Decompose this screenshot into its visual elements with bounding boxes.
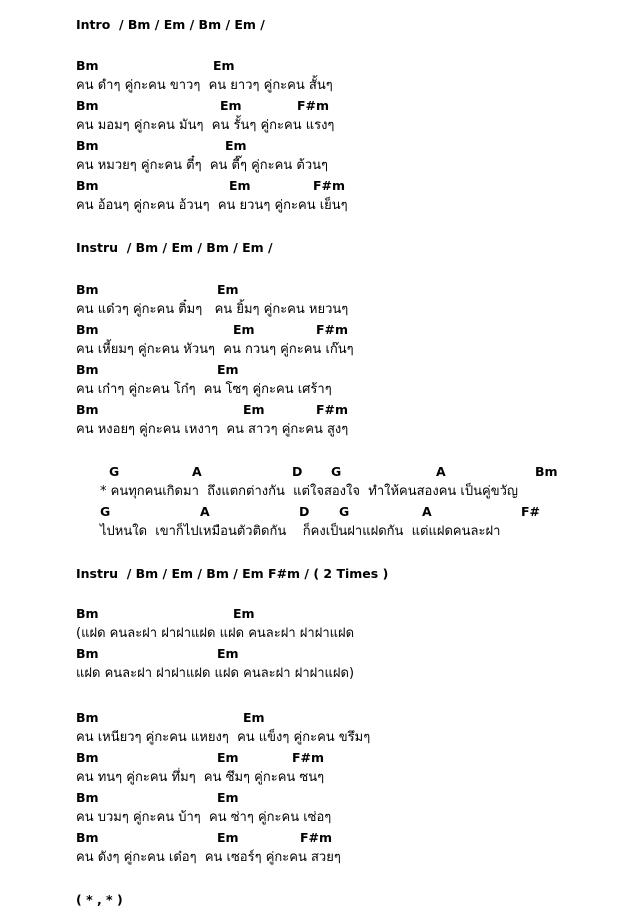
chord-label: F#m xyxy=(297,98,330,113)
lyric-line: แฝด คนละฝา ฝาฝาแฝด แฝด คนละฝา ฝาฝาแฝด) xyxy=(76,666,355,681)
chord-label: A xyxy=(436,464,446,479)
chord-label: Bm xyxy=(76,362,99,377)
chord-label: Bm xyxy=(76,98,99,113)
chord-label: Bm xyxy=(76,790,99,805)
chord-label: G xyxy=(109,464,120,479)
chord-label: F#m xyxy=(316,402,349,417)
chord-label: Bm xyxy=(76,138,99,153)
section-header: Intro / Bm / Em / Bm / Em / xyxy=(76,17,265,32)
chord-label: Em xyxy=(233,322,255,337)
chord-label: Em xyxy=(229,178,251,193)
lyric-line: (แฝด คนละฝา ฝาฝาแฝด แฝด คนละฝา ฝาฝาแฝด xyxy=(76,626,355,641)
lyric-line: คน หงอยๆ คู่กะคน เหงาๆ คน สาวๆ คู่กะคน สูงๆ xyxy=(76,422,349,437)
lyric-line: คน บวมๆ คู่กะคน บ้าๆ คน ซ่าๆ คู่กะคน เซ่อๆ xyxy=(76,810,332,825)
chord-label: F#m xyxy=(313,178,346,193)
chord-label: Bm xyxy=(76,322,99,337)
chord-label: Bm xyxy=(76,710,99,725)
lyric-line: คน ดังๆ คู่กะคน เด๋อๆ คน เซอร์ๆ คู่กะคน สวยๆ xyxy=(76,850,341,865)
chord-label: G xyxy=(100,504,111,519)
chord-label: Bm xyxy=(76,750,99,765)
chord-label: Em xyxy=(217,362,239,377)
chord-label: D xyxy=(292,464,303,479)
chord-label: Bm xyxy=(76,402,99,417)
lyric-line: คน เหี้ยมๆ คู่กะคน หัวนๆ คน กวนๆ คู่กะคน เก๊นๆ xyxy=(76,342,354,357)
lyric-line: ไปหนใด เขาก็ไปเหมือนตัวติดกัน ก็คงเป็นฝาแฝดกัน แต่แฝดคนละฝา xyxy=(100,524,501,539)
chord-label: Bm xyxy=(76,58,99,73)
chord-label: A xyxy=(422,504,432,519)
chord-label: Bm xyxy=(76,606,99,621)
chord-label: A xyxy=(192,464,202,479)
chord-label: Em xyxy=(213,58,235,73)
chord-label: A xyxy=(200,504,210,519)
chord-label: Em xyxy=(225,138,247,153)
chord-label: G xyxy=(331,464,342,479)
chord-label: Em xyxy=(233,606,255,621)
lyric-line: คน ดำๆ คู่กะคน ขาวๆ คน ยาวๆ คู่กะคน สั้นๆ xyxy=(76,78,333,93)
lyric-line: คน แด๋วๆ คู่กะคน ติ๋มๆ คน ยิ้มๆ คู่กะคน หยวนๆ xyxy=(76,302,349,317)
chord-label: Em xyxy=(243,710,265,725)
lyric-line: คน เก๋าๆ คู่กะคน โก๋ๆ คน โซๆ คู่กะคน เศร้าๆ xyxy=(76,382,332,397)
chord-label: Em xyxy=(220,98,242,113)
section-header: ( * , * ) xyxy=(76,892,123,907)
chord-label: Bm xyxy=(76,646,99,661)
chord-label: F#m xyxy=(300,830,333,845)
chord-label: D xyxy=(299,504,310,519)
section-header: Instru / Bm / Em / Bm / Em / xyxy=(76,240,273,255)
chord-label: F#m xyxy=(292,750,325,765)
chord-label: G xyxy=(339,504,350,519)
chord-label: Em xyxy=(217,750,239,765)
chord-label: Bm xyxy=(76,282,99,297)
lyric-line: คน เหนียวๆ คู่กะคน แหยงๆ คน แข็งๆ คู่กะคน ขรึมๆ xyxy=(76,730,371,745)
lyric-line: คน มอมๆ คู่กะคน มันๆ คน รั้นๆ คู่กะคน แรงๆ xyxy=(76,118,335,133)
chord-label: Em xyxy=(217,790,239,805)
lyric-line: คน อ้อนๆ คู่กะคน อ้วนๆ คน ยวนๆ คู่กะคน เย็นๆ xyxy=(76,198,348,213)
lyric-line: คน หมวยๆ คู่กะคน ตี๋ๆ คน ตี๊ๆ คู่กะคน ต้วนๆ xyxy=(76,158,328,173)
chord-label: Bm xyxy=(535,464,558,479)
chord-label: F#m xyxy=(316,322,349,337)
lyric-line: * คนทุกคนเกิดมา ถึงแตกต่างกัน แต่ใจสองใจ ทำให้คนสองคน เป็นคู่ขวัญ xyxy=(100,484,518,499)
chord-label: Em xyxy=(243,402,265,417)
section-header: Instru / Bm / Em / Bm / Em F#m / ( 2 Times ) xyxy=(76,566,389,581)
chord-label: Em xyxy=(217,830,239,845)
chord-label: Em xyxy=(217,282,239,297)
lyric-line: คน ทนๆ คู่กะคน ทึ่มๆ คน ซึมๆ คู่กะคน ซนๆ xyxy=(76,770,325,785)
chord-label: F# xyxy=(521,504,541,519)
chord-label: Bm xyxy=(76,830,99,845)
chord-label: Em xyxy=(217,646,239,661)
chord-label: Bm xyxy=(76,178,99,193)
